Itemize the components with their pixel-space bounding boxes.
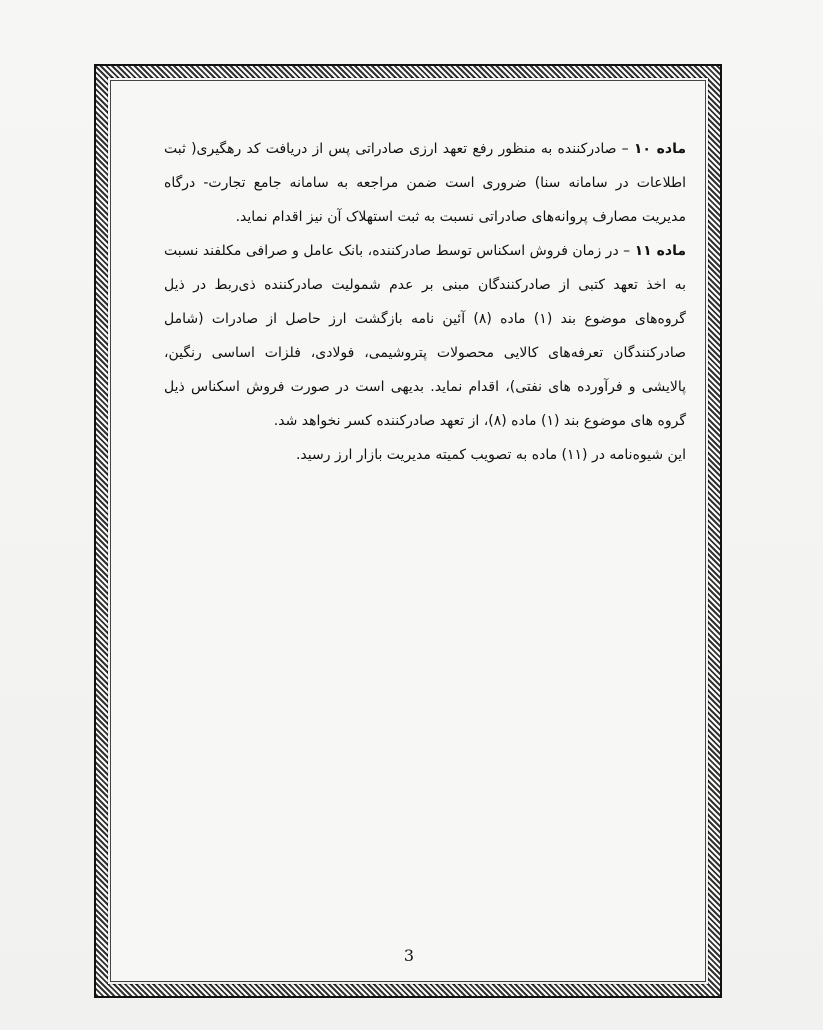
article-10-text: – صادرکننده به منظور رفع تعهد ارزی صادراتی پس از دریافت کد رهگیری( ثبت اطلاعات در سامانه سنا) ضروری است ضمن مراجعه به سامانه جامع تجارت- درگاه مدیریت مصارف پروانه‌های صادراتی نسبت به ثبت استهلاک آن نیز اقدام نماید. [164, 141, 686, 225]
document-body [164, 132, 686, 472]
article-11-text: – در زمان فروش اسکناس توسط صادرکننده، بانک عامل و صرافی مکلفند نسبت به اخذ تعهد کتبی از صادرکنندگان مبنی بر عدم شمولیت صادرکننده ذی‌ربط در ذیل گروه‌های موضوع بند (۱) ماده (۸) آئین نامه بازگشت ارز حاصل از صادرات (شامل صادرکنندگان تعرفه‌های کالایی محصولات پتروشیمی، فولادی، فلزات اساسی رنگین، پالایشی و فرآورده های نفتی)، اقدام نماید. بدیهی است در صورت فروش اسکناس ذیل گروه های موضوع بند (۱) ماده (۸)، از تعهد صادرکننده کسر نخواهد شد. [164, 243, 686, 429]
closing-note: این شیوه‌نامه در (۱۱) ماده به تصویب کمیته مدیریت بازار ارز رسید. [295, 447, 686, 463]
page-number: 3 [403, 946, 415, 965]
article-10-paragraph [164, 132, 686, 234]
article-11-paragraph [164, 234, 686, 438]
article-10-label: ماده ۱۰ [633, 141, 686, 157]
article-11-label: ماده ۱۱ [634, 243, 687, 259]
